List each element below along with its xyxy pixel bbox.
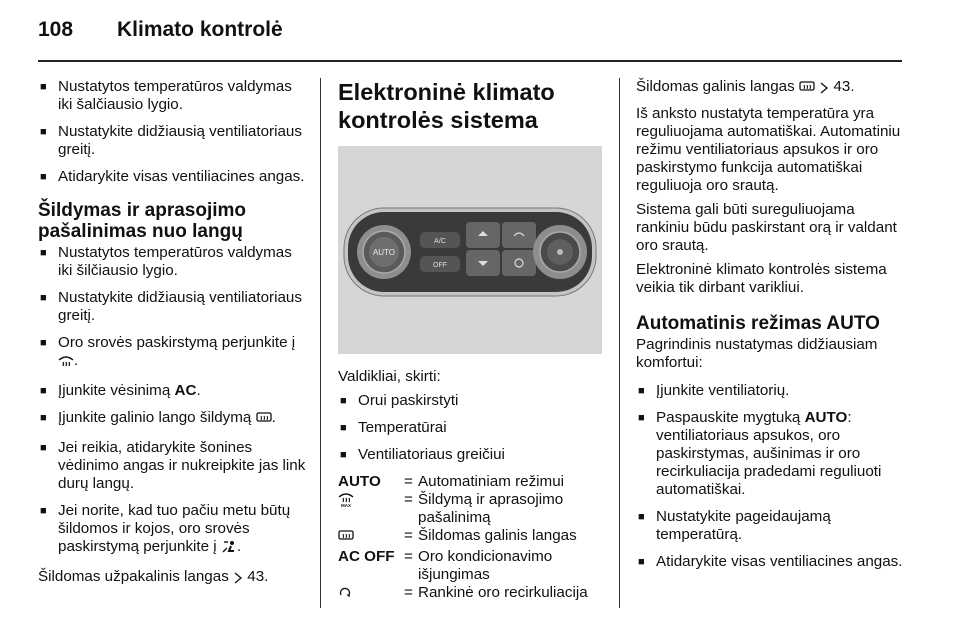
bullet-list-controls <box>338 392 606 464</box>
table-row <box>338 584 606 605</box>
paragraph: Elektroninė klimato kontrolės sistema veikia tik dirbant varikliui. <box>636 261 887 296</box>
list-item: ■ Atidarykite visas ventiliacines angas. <box>636 553 904 571</box>
list-item: ■ Įjunkite vėsinimą AC. <box>38 382 310 400</box>
bullet-list-auto <box>636 382 904 571</box>
paragraph-ref: 43. <box>833 78 855 95</box>
svg-text:OFF: OFF <box>433 262 447 269</box>
list-item: ■ Nustatykite pageidaujamą temperatūrą. <box>636 508 904 544</box>
list-item-text: Paspauskite mygtuką <box>656 409 801 426</box>
def-value: Automatiniam režimui <box>418 473 565 490</box>
footer-reference <box>38 568 310 589</box>
list-item: ■ Oro srovės paskirstymą perjunkite į . <box>38 334 310 373</box>
list-item: ■ Ventiliatoriaus greičiui <box>338 446 606 464</box>
feet-windscreen-airflow-icon <box>221 540 237 559</box>
list-item: ■ Nustatytos temperatūros valdymas iki šalčiausio lygio. <box>38 78 310 114</box>
list-item: ■ Nustatytos temperatūros valdymas iki šilčiausio lygio. <box>38 244 310 280</box>
list-item: ■ Jei reikia, atidarykite šonines vėdinimo angas ir nukreipkite jas link durų langų. <box>38 439 310 493</box>
section-heading-auto: Automatinis režimas AUTO <box>636 313 880 334</box>
rear-window-heat-icon <box>338 529 354 548</box>
page-reference-icon <box>233 571 243 589</box>
bullet-list-cooling <box>38 78 310 186</box>
definition-table <box>338 473 606 605</box>
def-eq: = <box>404 473 413 490</box>
page-title: Klimato kontrolė <box>117 18 283 41</box>
list-item: ■ Įjunkite ventiliatorių. <box>636 382 904 400</box>
def-key: AC OFF <box>338 548 395 565</box>
header-divider <box>38 60 902 62</box>
page-number: 108 <box>38 18 74 41</box>
paragraph: Sistema gali būti sureguliuojama rankiniu būdu paskirstant orą ir valdant oro srautą. <box>636 201 897 254</box>
section-heading-heating: Šildymas ir aprasojimo pašalinimas nuo langų <box>38 200 247 242</box>
list-item: ■ Įjunkite galinio lango šildymą . <box>38 409 310 430</box>
def-value: Šildomas galinis langas <box>418 527 577 544</box>
rear-window-heat-icon <box>799 80 815 99</box>
page-reference-icon <box>819 81 829 99</box>
list-item-text: Įjunkite vėsinimą <box>58 382 171 399</box>
column-middle <box>338 78 606 605</box>
paragraph: Pagrindinis nustatymas didžiausiam komfortui: <box>636 336 878 371</box>
paragraph-rear-window <box>636 78 904 99</box>
list-item <box>636 409 904 499</box>
table-row <box>338 491 606 527</box>
recirculation-icon <box>338 586 352 605</box>
list-item-text: : ventiliatoriaus apsukos, oro paskirstymas, aušinimas ir oro recirkuliacija pradedami reguliuoti automatiškai. <box>656 409 882 498</box>
def-key <box>338 527 404 548</box>
controls-intro: Valdikliai, skirti: <box>338 368 441 385</box>
list-item: ■ Orui paskirstyti <box>338 392 606 410</box>
list-item: ■ Nustatykite didžiausią ventiliatoriaus greitį. <box>38 289 310 325</box>
list-item: ■ Atidarykite visas ventiliacines angas. <box>38 168 310 186</box>
list-item-text: Įjunkite galinio lango šildymą <box>58 409 252 426</box>
def-eq: = <box>404 491 413 508</box>
list-item: ■ Temperatūrai <box>338 419 606 437</box>
column-divider-2 <box>619 78 620 608</box>
rear-window-heat-icon <box>256 411 272 430</box>
def-key <box>338 584 404 605</box>
max-defrost-icon <box>338 491 354 512</box>
list-item-text: Jei norite, kad tuo pačiu metu būtų šildomos ir kojos, oro srovės paskirstymą perjunkite į <box>58 502 291 555</box>
defrost-windscreen-icon <box>58 354 74 373</box>
climate-panel-svg <box>338 146 602 354</box>
svg-text:AUTO: AUTO <box>372 248 396 257</box>
footer-text: Šildomas užpakalinis langas <box>38 568 229 585</box>
def-value: Šildymą ir aprasojimo pašalinimą <box>418 491 564 526</box>
bullet-list-heating <box>38 244 310 559</box>
column-divider-1 <box>320 78 321 608</box>
def-key: AUTO <box>338 473 381 490</box>
def-eq: = <box>404 527 413 544</box>
list-item: ■ Nustatykite didžiausią ventiliatoriaus greitį. <box>38 123 310 159</box>
def-eq: = <box>404 548 413 565</box>
ac-label: AC <box>174 382 197 399</box>
column-right <box>636 78 904 580</box>
def-value: Rankinė oro recirkuliacija <box>418 584 588 601</box>
paragraph-text: Šildomas galinis langas <box>636 78 795 95</box>
list-item: ■ Jei norite, kad tuo pačiu metu būtų šildomos ir kojos, oro srovės paskirstymą perjunkite į . <box>38 502 310 559</box>
paragraph: Iš anksto nustatyta temperatūra yra reguliuojama automatiškai. Automatiniu režimu ventiliatoriaus apsukos ir oro paskirstymo funkcija automatiškai reguliuoja oro srautą. <box>636 105 901 194</box>
section-heading-electronic: Elektroninė klimato kontrolės sistema <box>338 79 555 133</box>
page-header <box>0 0 960 62</box>
table-row <box>338 473 606 491</box>
table-row <box>338 527 606 548</box>
svg-text:MAX: MAX <box>341 503 351 507</box>
auto-label: AUTO <box>804 409 848 426</box>
list-item-text: Oro srovės paskirstymą perjunkite į <box>58 334 296 351</box>
climate-panel-illustration <box>338 146 602 354</box>
def-eq: = <box>404 584 413 601</box>
svg-text:A/C: A/C <box>434 238 446 245</box>
def-value: Oro kondicionavimo išjungimas <box>418 548 553 583</box>
def-key <box>338 491 404 527</box>
table-row <box>338 548 606 584</box>
column-left <box>38 78 310 589</box>
footer-ref: 43. <box>247 568 269 585</box>
